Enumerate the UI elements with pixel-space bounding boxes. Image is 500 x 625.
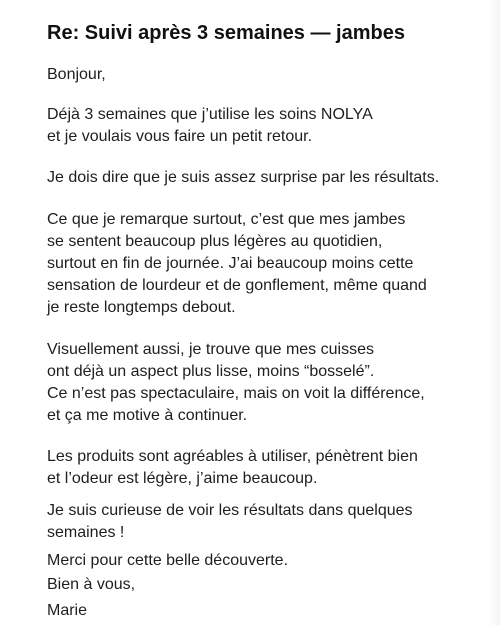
thanks-line: Merci pour cette belle découverte. [47,552,289,569]
closing-line: Bien à vous, [47,576,136,593]
paragraph-3-line-4: sensation de lourdeur et de gonflement, même quand [47,277,427,294]
email-greeting: Bonjour, [47,66,106,83]
paragraph-2-line-1: Je dois dire que je suis assez surprise par les résultats. [47,169,440,186]
paragraph-4-line-4: et ça me motive à continuer. [47,407,248,424]
paragraph-3-line-2: se sentent beaucoup plus légères au quotidien, [47,233,383,250]
paragraph-1-line-2: et je voulais vous faire un petit retour. [47,128,313,145]
paragraph-6-line-1: Je suis curieuse de voir les résultats dans quelques [47,502,413,519]
paragraph-3-line-3: surtout en fin de journée. J’ai beaucoup moins cette [47,255,414,272]
paragraph-1-line-1: Déjà 3 semaines que j’utilise les soins NOLYA [47,106,373,123]
paragraph-4-line-3: Ce n’est pas spectaculaire, mais on voit la différence, [47,385,425,402]
paragraph-3-line-1: Ce que je remarque surtout, c’est que mes jambes [47,211,406,228]
page-edge-shadow [488,0,500,625]
paragraph-5-line-2: et l’odeur est légère, j’aime beaucoup. [47,470,318,487]
email-subject: Re: Suivi après 3 semaines — jambes [47,22,405,44]
paragraph-4-line-1: Visuellement aussi, je trouve que mes cuisses [47,341,374,358]
paragraph-4-line-2: ont déjà un aspect plus lisse, moins “bosselé”. [47,363,375,380]
paragraph-3-line-5: je reste longtemps debout. [47,299,236,316]
paragraph-6-line-2: semaines ! [47,524,125,541]
signature: Marie [47,602,88,619]
paragraph-5-line-1: Les produits sont agréables à utiliser, pénètrent bien [47,448,418,465]
